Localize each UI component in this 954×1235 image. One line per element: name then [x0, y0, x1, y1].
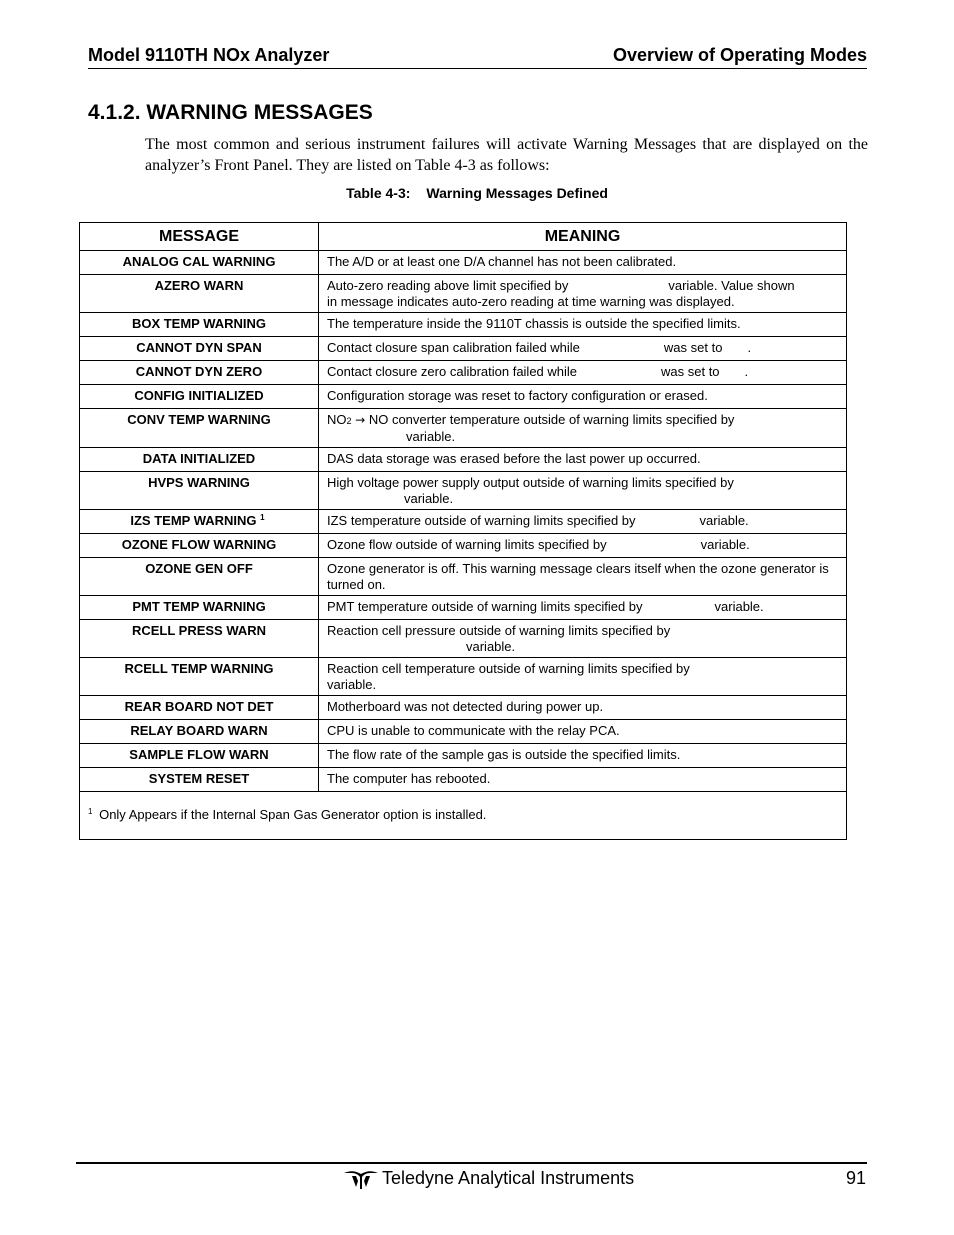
message-cell: RCELL PRESS WARN	[80, 620, 319, 658]
meaning-cell: PMT temperature outside of warning limits specified by variable.	[319, 596, 847, 620]
table-row	[80, 596, 847, 620]
meaning-cell: High voltage power supply output outside of warning limits specified by variable.	[319, 472, 847, 510]
message-cell: SAMPLE FLOW WARN	[80, 744, 319, 768]
message-cell: CANNOT DYN ZERO	[80, 361, 319, 385]
meaning-cell: Reaction cell temperature outside of warning limits specified by variable.	[319, 658, 847, 696]
message-cell: CANNOT DYN SPAN	[80, 337, 319, 361]
message-cell: HVPS WARNING	[80, 472, 319, 510]
message-cell: REAR BOARD NOT DET	[80, 696, 319, 720]
meaning-cell: Contact closure span calibration failed while was set to .	[319, 337, 847, 361]
meaning-cell: NO2 → NO converter temperature outside of warning limits specified by variable.	[319, 409, 847, 448]
message-cell: IZS TEMP WARNING $^1$	[80, 510, 319, 534]
table-row	[80, 768, 847, 792]
meaning-cell: The flow rate of the sample gas is outside the specified limits.	[319, 744, 847, 768]
message-cell: CONV TEMP WARNING	[80, 409, 319, 448]
warning-messages-table	[79, 222, 847, 840]
message-cell: PMT TEMP WARNING	[80, 596, 319, 620]
table-row	[80, 534, 847, 558]
section-title: 4.1.2. WARNING MESSAGES	[88, 101, 373, 124]
header-chapter: Overview of Operating Modes	[612, 45, 867, 65]
table-row	[80, 510, 847, 534]
teledyne-logo-icon	[344, 1169, 378, 1189]
table-row	[80, 409, 847, 448]
table-caption-label: Table 4-3:	[346, 185, 411, 201]
meaning-cell: CPU is unable to communicate with the relay PCA.	[319, 720, 847, 744]
table-caption	[0, 185, 954, 201]
table-row	[80, 658, 847, 696]
meaning-cell: Auto-zero reading above limit specified by variable. Value shown in message indicates auto-zero reading at time warning was displayed.	[319, 275, 847, 313]
table-row	[80, 337, 847, 361]
table-row	[80, 448, 847, 472]
table-caption-title: Warning Messages Defined	[426, 185, 608, 201]
table-row	[80, 472, 847, 510]
table-row	[80, 385, 847, 409]
column-header-message: MESSAGE	[80, 223, 319, 251]
footnote-ref: 1	[260, 513, 265, 522]
footnote-mark: 1	[88, 807, 93, 816]
meaning-cell: The computer has rebooted.	[319, 768, 847, 792]
meaning-cell: DAS data storage was erased before the last power up occurred.	[319, 448, 847, 472]
header-model: Model 9110TH NOx Analyzer	[88, 45, 330, 65]
table-row	[80, 313, 847, 337]
footer-company: Teledyne Analytical Instruments	[382, 1168, 635, 1188]
table-row	[80, 720, 847, 744]
message-cell: AZERO WARN	[80, 275, 319, 313]
table-row	[80, 744, 847, 768]
table-row	[80, 696, 847, 720]
message-cell: DATA INITIALIZED	[80, 448, 319, 472]
table-header-row	[80, 223, 847, 251]
table-row	[80, 251, 847, 275]
message-cell: OZONE FLOW WARNING	[80, 534, 319, 558]
message-cell: OZONE GEN OFF	[80, 558, 319, 596]
table-footnote-row	[80, 792, 847, 840]
meaning-cell: Contact closure zero calibration failed while was set to .	[319, 361, 847, 385]
message-cell: BOX TEMP WARNING	[80, 313, 319, 337]
page-footer	[344, 1168, 634, 1189]
meaning-cell: IZS temperature outside of warning limits specified by variable.	[319, 510, 847, 534]
meaning-cell: The temperature inside the 9110T chassis is outside the specified limits.	[319, 313, 847, 337]
footer-rule	[76, 1162, 867, 1164]
column-header-meaning: MEANING	[319, 223, 847, 251]
right-arrow-icon: →	[355, 413, 366, 427]
message-cell: ANALOG CAL WARNING	[80, 251, 319, 275]
page-header	[88, 43, 867, 69]
meaning-cell: Reaction cell pressure outside of warning limits specified by variable.	[319, 620, 847, 658]
table-row	[80, 558, 847, 596]
table-row	[80, 620, 847, 658]
page-number: 91	[845, 1168, 866, 1188]
message-cell: CONFIG INITIALIZED	[80, 385, 319, 409]
meaning-cell: Ozone flow outside of warning limits specified by variable.	[319, 534, 847, 558]
meaning-cell: Configuration storage was reset to factory configuration or erased.	[319, 385, 847, 409]
table-row	[80, 361, 847, 385]
table-row	[80, 275, 847, 313]
footnote-text: Only Appears if the Internal Span Gas Generator option is installed.	[99, 807, 487, 822]
table-footnote	[80, 792, 847, 840]
meaning-cell: The A/D or at least one D/A channel has not been calibrated.	[319, 251, 847, 275]
meaning-cell: Motherboard was not detected during power up.	[319, 696, 847, 720]
message-cell: RELAY BOARD WARN	[80, 720, 319, 744]
message-cell: RCELL TEMP WARNING	[80, 658, 319, 696]
message-cell: SYSTEM RESET	[80, 768, 319, 792]
meaning-cell: Ozone generator is off. This warning message clears itself when the ozone generator is turned on.	[319, 558, 847, 596]
section-intro: The most common and serious instrument failures will activate Warning Messages that are displayed on the analyzer’s Front Panel. They are listed on Table 4-3 as follows:	[145, 136, 868, 174]
